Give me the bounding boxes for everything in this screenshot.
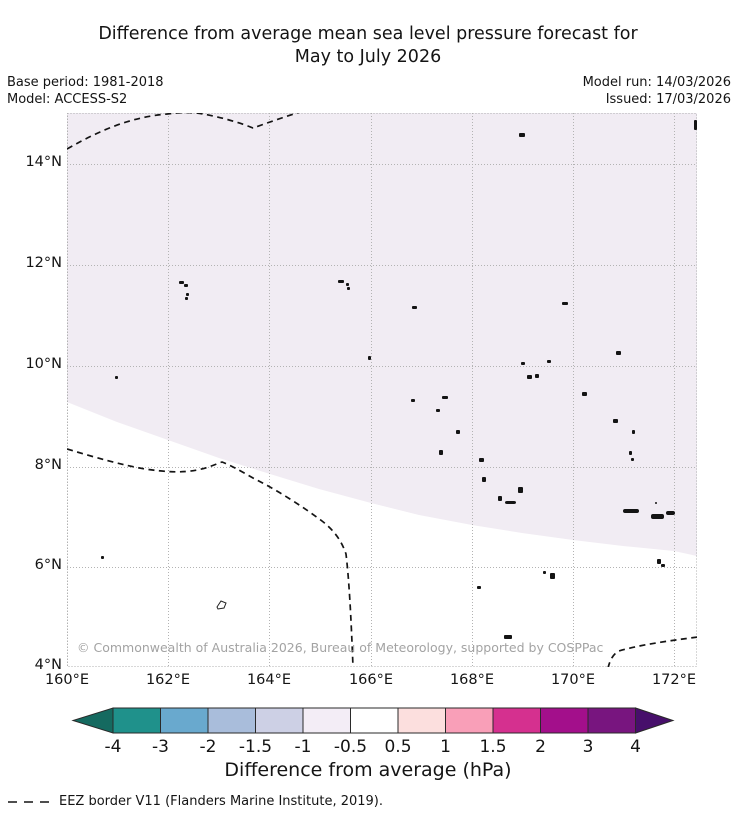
island-mark [582,392,587,396]
atoll-outline [217,601,226,609]
colorbar-segment [113,708,161,733]
colorbar-segment [208,708,256,733]
island-mark [518,487,523,493]
figure-title-line1: Difference from average mean sea level pressure forecast for [98,24,638,44]
lat-tick-label: 10°N [25,356,62,372]
island-mark [547,360,551,363]
lon-tick-label: 170°E [550,672,596,688]
island-mark [623,509,639,513]
colorbar-tick-label: -2 [199,737,217,757]
colorbar-segment [351,708,399,733]
colorbar-segment [541,708,589,733]
island-mark [477,586,481,589]
island-mark [479,458,484,462]
island-mark [535,374,539,378]
lat-tick-label: 6°N [34,557,62,573]
island-mark [521,362,525,365]
colorbar-tick-label: -4 [104,737,122,757]
colorbar-tick-label: -1.5 [238,737,273,757]
model-text: Model: ACCESS-S2 [7,91,128,107]
island-mark [347,287,350,290]
colorbar-segment [588,708,636,733]
colorbar-segment [303,708,351,733]
lat-tick-label: 12°N [25,255,62,271]
island-mark [562,302,568,305]
colorbar-tick-label: 0.5 [384,737,412,757]
island-mark [527,375,532,379]
colorbar-tick-label: 1.5 [479,737,507,757]
colorbar [0,700,736,736]
colorbar-segment [398,708,446,733]
lon-tick-label: 164°E [246,672,292,688]
island-mark [456,430,460,434]
lon-tick-label: 166°E [348,672,394,688]
figure-title-line2: May to July 2026 [294,47,442,67]
figure-title [0,23,736,69]
island-mark [616,351,621,355]
island-mark [666,511,675,515]
island-mark [368,356,371,360]
colorbar-tick-label: -3 [152,737,169,757]
map-svg [67,113,697,667]
island-mark [346,283,349,286]
island-mark [185,297,188,300]
colorbar-label: Difference from average (hPa) [224,759,512,781]
eez-legend [7,794,383,809]
lat-tick-label: 8°N [34,457,62,473]
lon-tick-label: 162°E [145,672,191,688]
island-mark [338,280,344,283]
anomaly-region-shade [67,113,697,556]
island-mark [519,133,525,137]
island-mark [543,571,546,574]
lon-tick-label: 160°E [44,672,90,688]
island-mark [631,458,634,461]
colorbar-tick-label: 3 [582,737,594,757]
issued-text: Issued: 17/03/2026 [605,91,731,107]
island-mark [412,306,417,309]
base-period-text: Base period: 1981-2018 [7,75,164,90]
island-mark [439,450,443,455]
colorbar-tick-label: 1 [440,737,451,757]
colorbar-tick-label: -0.5 [333,737,368,757]
eez-legend-text: EEZ border V11 (Flanders Marine Institute, 2019). [59,794,383,809]
island-mark [694,120,697,130]
lat-tick-label: 14°N [25,154,62,170]
eez-border-line [608,637,697,667]
map-canvas [67,113,697,667]
island-mark [442,396,448,399]
model-run-text: Model run: 14/03/2026 [582,75,731,90]
lon-tick-label: 168°E [449,672,495,688]
colorbar-segment [493,708,541,733]
copyright-watermark: © Commonwealth of Australia 2026, Bureau of Meteorology, supported by COSPPac [77,640,604,655]
island-mark [657,559,661,564]
colorbar-over-arrow [636,708,674,733]
island-mark [629,451,632,455]
lat-tick-label: 4°N [34,657,62,673]
island-mark [184,284,188,287]
island-mark [436,409,440,412]
island-mark [482,477,486,482]
island-mark [613,419,618,423]
island-mark [661,564,665,567]
island-mark [115,376,118,379]
island-mark [179,281,184,284]
island-mark [505,501,516,504]
colorbar-segment [161,708,209,733]
colorbar-tick-label: 2 [535,737,546,757]
meta-left [7,75,164,108]
island-mark [550,573,555,579]
colorbar-segment [446,708,494,733]
island-mark [655,502,657,504]
island-mark [504,635,512,639]
island-mark [651,514,664,519]
colorbar-under-arrow [73,708,113,733]
lon-tick-label: 172°E [651,672,697,688]
island-mark [186,293,189,296]
dashed-line-swatch [7,797,53,807]
colorbar-tick-label: 4 [630,737,641,757]
colorbar-tick-label: -1 [294,737,312,757]
meta-right [583,75,731,108]
island-mark [632,430,635,434]
island-mark [498,496,502,501]
island-mark [101,556,104,559]
island-mark [411,399,415,402]
colorbar-segment [256,708,304,733]
